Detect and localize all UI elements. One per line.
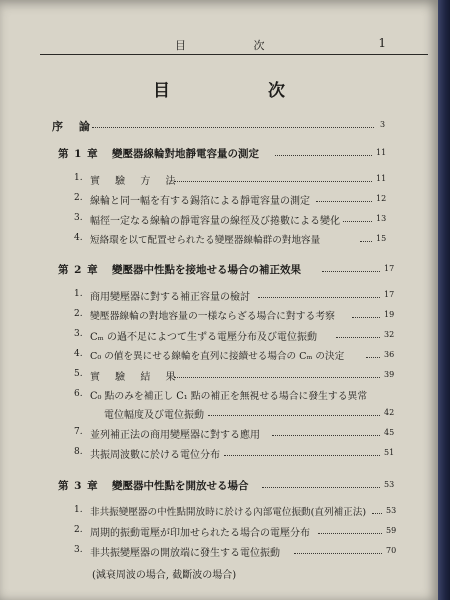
toc-item: 7. 並列補正法の商用變壓器に對する應用 45 xyxy=(74,427,395,441)
chapter-3-note: (減衰周波の場合, 截斷波の場合) xyxy=(92,570,237,581)
dot-leader xyxy=(360,241,372,242)
dot-leader xyxy=(366,357,380,358)
dot-leader xyxy=(174,377,380,378)
preface-label: 序 論 xyxy=(52,120,96,133)
chapter-2-number: 第 2 章 xyxy=(58,264,99,276)
book-spine xyxy=(438,0,450,600)
toc-chapter-3 xyxy=(0,478,438,494)
dot-leader xyxy=(372,513,382,514)
chapter-2-page: 17 xyxy=(384,264,395,273)
dot-leader xyxy=(272,435,380,436)
dot-leader xyxy=(174,181,372,182)
toc-item-continuation: 電位幅度及び電位振動 42 xyxy=(104,408,395,421)
toc-item: 1. 商用變壓器に對する補正容量の檢討 17 xyxy=(74,289,395,303)
toc-item: 1. 實 驗 方 法 11 xyxy=(74,173,387,187)
toc-item: 3. 非共振變壓器の開放端に發生する電位振動 70 xyxy=(74,545,397,559)
chapter-1-page: 11 xyxy=(376,148,387,157)
toc-item: 6. C₀ 點のみを補正し C₁ 點の補正を無視せる場合に發生する異常 xyxy=(74,389,368,402)
toc-entry-preface xyxy=(0,118,438,134)
toc-item: 5. 實 驗 結 果 39 xyxy=(74,369,395,383)
dot-leader xyxy=(318,533,382,534)
toc-item: 8. 共振周波數に於ける電位分布 51 xyxy=(74,447,395,461)
toc-item: 4. C₀ の値を異にせる線輪を直列に接續せる場合の Cₘ の決定 36 xyxy=(74,349,395,362)
toc-item: 3. Cₘ の過不足によつて生ずる電壓分布及び電位振動 32 xyxy=(74,329,395,343)
toc-item: 2. 變壓器線輪の對地容量の一様ならざる場合に對する考察 19 xyxy=(74,309,395,322)
running-head-title: 目 次 xyxy=(175,39,297,52)
dot-leader xyxy=(352,317,380,318)
chapter-1-number: 第 1 章 xyxy=(58,148,99,160)
chapter-3-title: 變壓器中性點を開放せる場合 xyxy=(112,480,249,492)
toc-item: 2. 線輪と同一幅を有する錫箔による靜電容量の測定 12 xyxy=(74,193,387,207)
toc-title: 目 次 xyxy=(153,81,331,101)
chapter-1-title: 變壓器線輪對地靜電容量の測定 xyxy=(112,148,259,160)
dot-leader xyxy=(294,553,382,554)
dot-leader xyxy=(322,271,380,272)
dot-leader xyxy=(336,337,380,338)
chapter-2-title: 變壓器中性點を接地せる場合の補正效果 xyxy=(112,264,301,276)
dot-leader xyxy=(208,415,380,416)
dot-leader xyxy=(224,455,380,456)
dot-leader xyxy=(275,155,372,156)
dot-leader xyxy=(316,201,372,202)
toc-chapter-2 xyxy=(0,262,438,278)
chapter-3-page: 53 xyxy=(384,480,395,489)
running-head-page-number: 1 xyxy=(378,36,386,50)
dot-leader xyxy=(258,297,380,298)
dot-leader xyxy=(343,221,372,222)
dot-leader xyxy=(262,487,380,488)
running-head xyxy=(40,28,428,55)
preface-page: 3 xyxy=(380,120,386,129)
dot-leader xyxy=(92,127,374,128)
toc-item: 3. 幅徑一定なる線輪の靜電容量の線徑及び捲數による變化 13 xyxy=(74,213,387,227)
toc-item: 1. 非共振變壓器の中性點開放時に於ける內部電位振動(直列補正法) 53 xyxy=(74,505,397,518)
toc-chapter-1 xyxy=(0,146,438,162)
toc-item: 4. 短絡環を以て配置せられたる變壓器線輪群の對地容量 15 xyxy=(74,233,387,246)
chapter-3-number: 第 3 章 xyxy=(58,480,99,492)
toc-item: 2. 周期的振動電壓が印加せられたる場合の電壓分布 59 xyxy=(74,525,397,539)
